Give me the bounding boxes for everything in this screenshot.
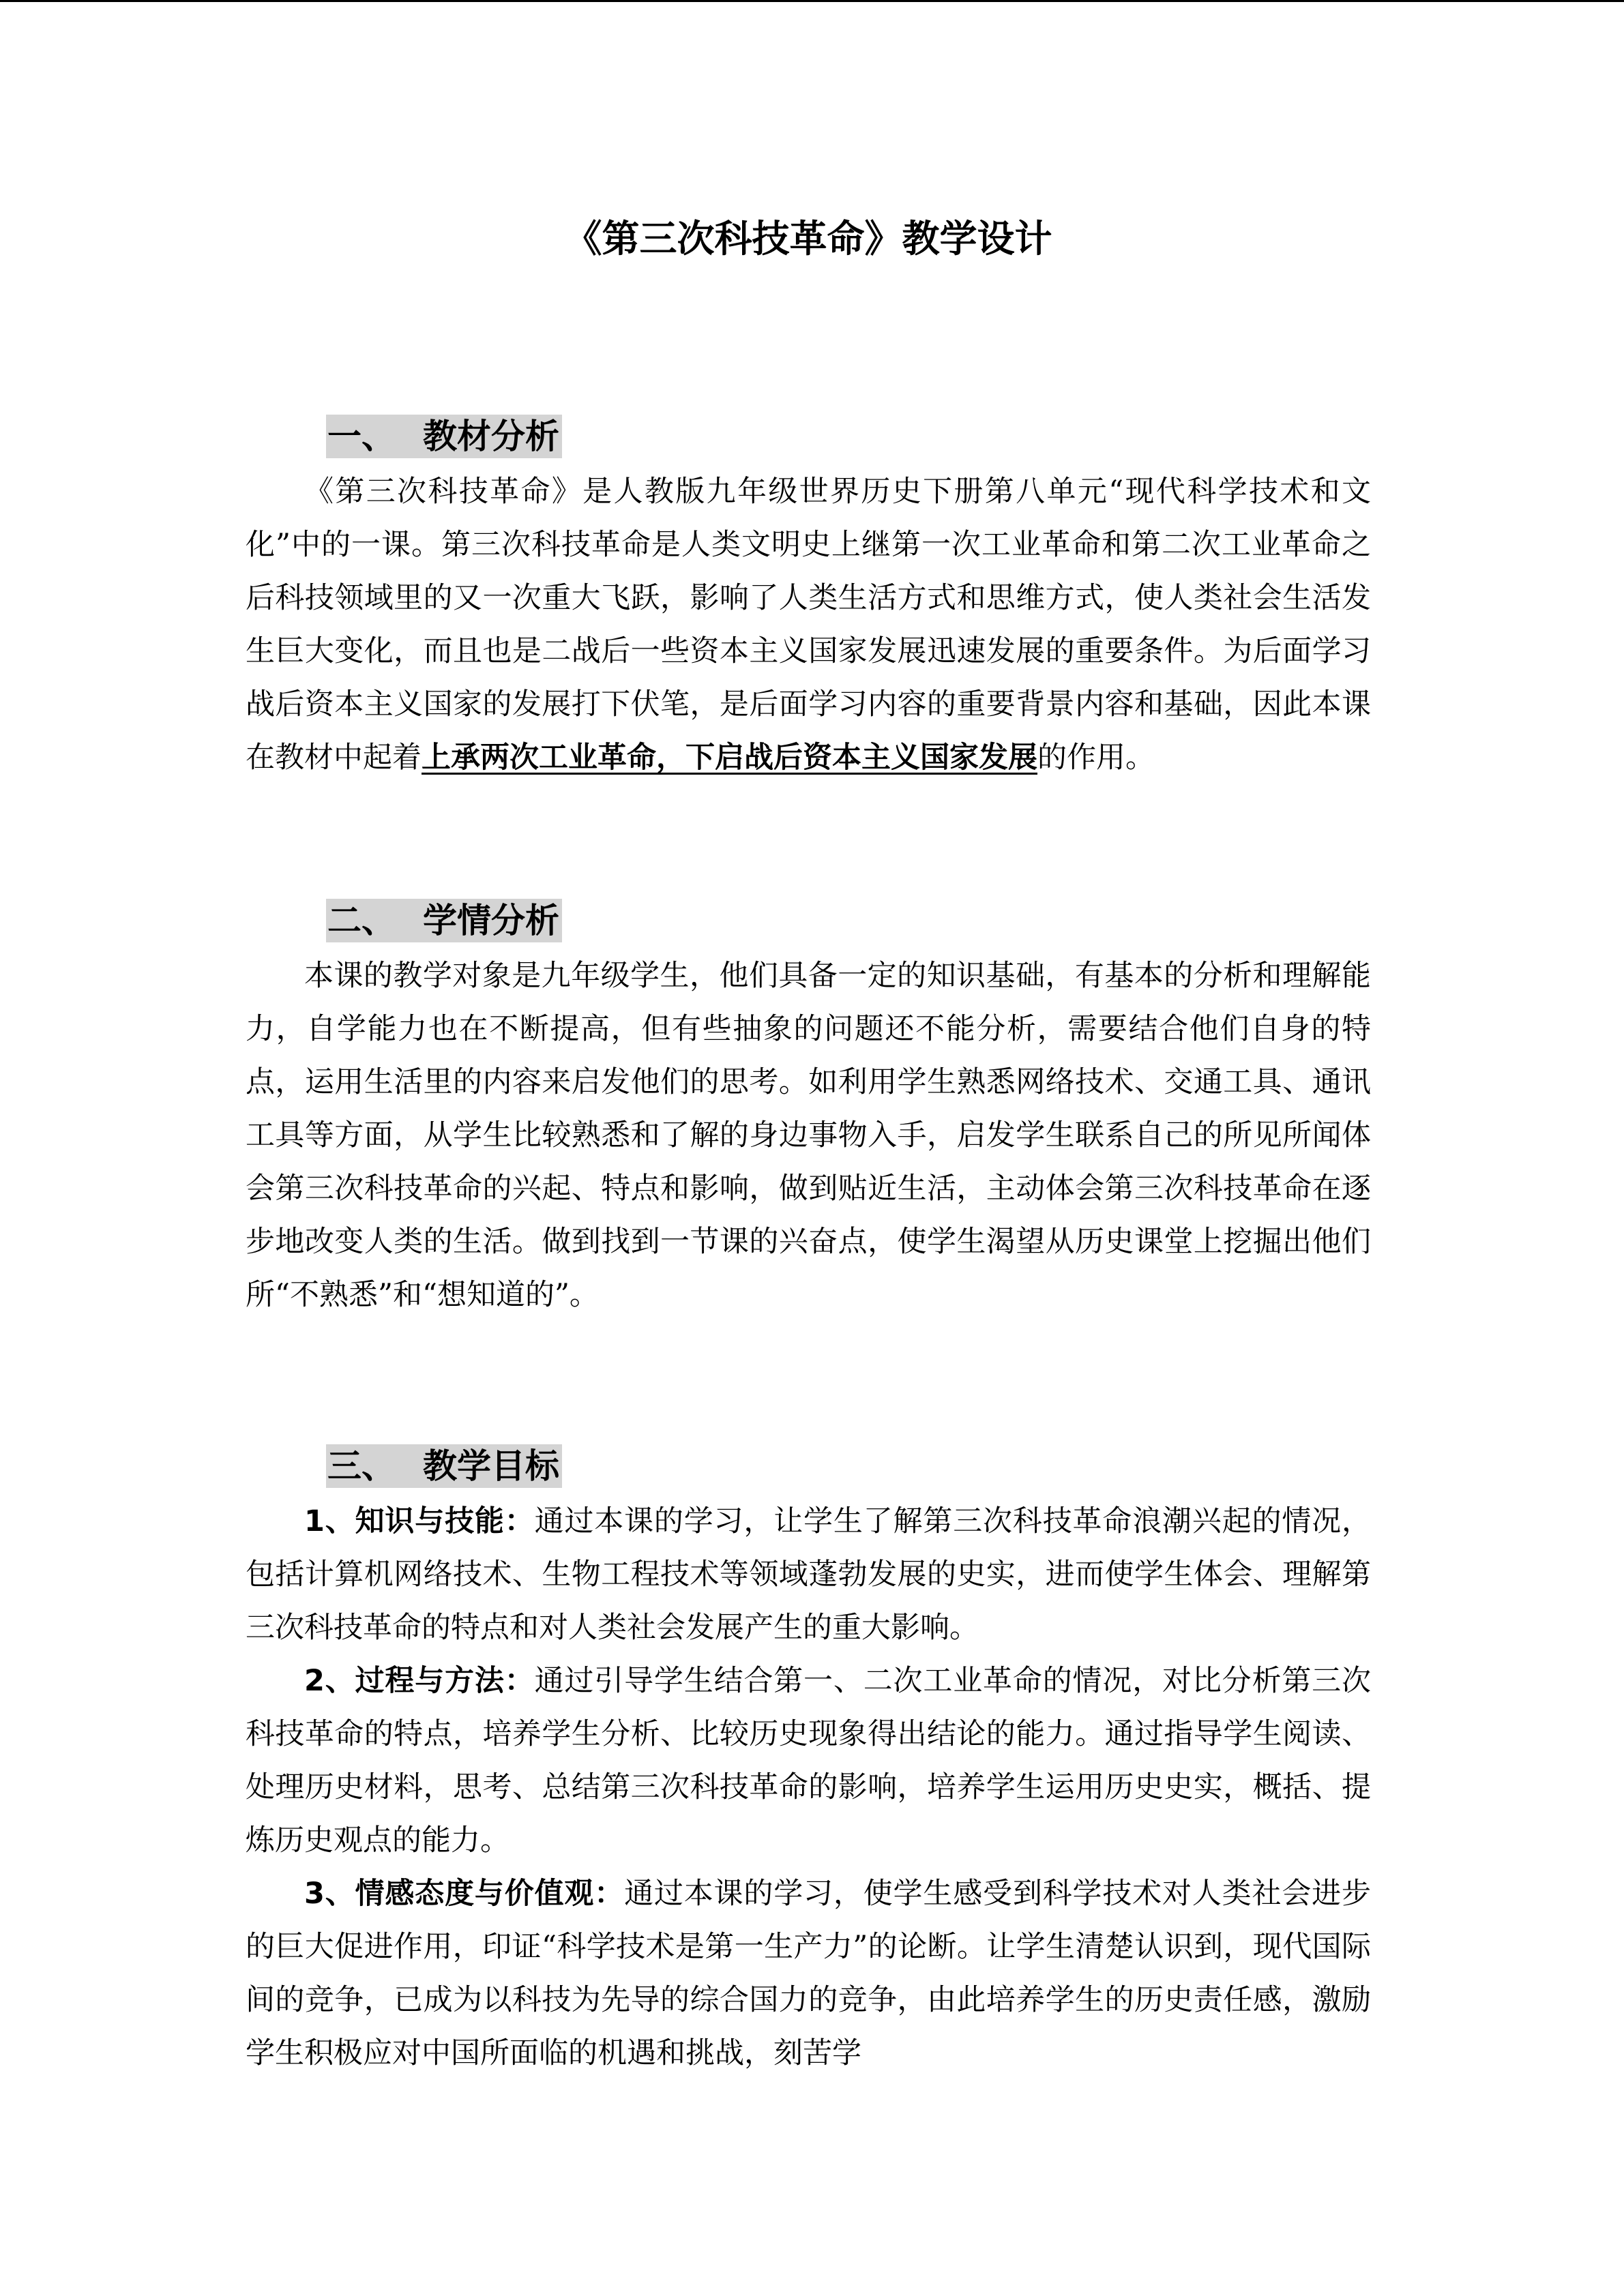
goal-label: 2、过程与方法： xyxy=(304,1664,535,1698)
goal-label: 3、情感态度与价值观： xyxy=(304,1877,625,1911)
section-title: 教材分析 xyxy=(423,417,559,456)
paragraph-text-end: 的作用。 xyxy=(1037,741,1155,775)
section-title: 学情分析 xyxy=(423,901,559,940)
section-student-analysis xyxy=(246,899,1371,1322)
section-heading xyxy=(326,1444,562,1488)
section-number: 一、 xyxy=(327,417,396,456)
goal-text: 通过本课的学习，让学生了解第三次科技革命浪潮兴起的情况，包括计算机网络技术、生物工程技术等领域蓬勃发展的史实，进而使学生体会、理解第三次科技革命的特点和对人类社会发展产生的重大影响。 xyxy=(246,1504,1372,1645)
section-teaching-goals xyxy=(246,1444,1371,2080)
paragraph-text: 《第三次科技革命》是人教版九年级世界历史下册第八单元“现代科学技术和文化”中的一课。第三次科技革命是人类文明史上继第一次工业革命和第二次工业革命之后科技领域里的又一次重大飞跃，影响了人类生活方式和思维方式，使人类社会生活发生巨大变化，而且也是二战后一些资本主义国家发展迅速发展的重要条件。为后面学习战后资本主义国家的发展打下伏笔，是后面学习内容的重要背景内容和基础，因此本课在教材中起着 xyxy=(246,475,1371,775)
document-title: 《第三次科技革命》教学设计 xyxy=(564,217,1052,260)
section-heading xyxy=(326,899,562,942)
emphasis-text: 上承两次工业革命，下启战后资本主义国家发展 xyxy=(422,741,1037,775)
goal-text: 通过本课的学习，使学生感受到科学技术对人类社会进步的巨大促进作用，印证“科学技术是第一生产力”的论断。让学生清楚认识到，现代国际间的竞争，已成为以科技为先导的综合国力的竞争，由此培养学生的历史责任感，激励学生积极应对中国所面临的机遇和挑战，刻苦学 xyxy=(246,1877,1372,2070)
goal-emotion-values xyxy=(246,1867,1371,2080)
goal-label: 1、知识与技能： xyxy=(304,1504,535,1538)
goal-process-method xyxy=(246,1654,1371,1867)
section-heading xyxy=(326,415,562,458)
section-textbook-analysis xyxy=(246,415,1371,784)
page-top-border xyxy=(0,0,1624,2)
section-number: 二、 xyxy=(327,901,396,940)
section-title: 教学目标 xyxy=(423,1446,559,1486)
goal-knowledge-skills xyxy=(246,1495,1371,1654)
section-paragraph: 本课的教学对象是九年级学生，他们具备一定的知识基础，有基本的分析和理解能力，自学能力也在不断提高，但有些抽象的问题还不能分析，需要结合他们自身的特点，运用生活里的内容来启发他们的思考。如利用学生熟悉网络技术、交通工具、通讯工具等方面，从学生比较熟悉和了解的身边事物入手，启发学生联系自己的所见所闻体会第三次科技革命的兴起、特点和影响，做到贴近生活，主动体会第三次科技革命在逐步地改变人类的生活。做到找到一节课的兴奋点，使学生渴望从历史课堂上挖掘出他们所“不熟悉”和“想知道的”。 xyxy=(246,959,1371,1312)
section-number: 三、 xyxy=(327,1446,396,1486)
section-paragraph xyxy=(246,465,1371,784)
goal-text: 通过引导学生结合第一、二次工业革命的情况，对比分析第三次科技革命的特点，培养学生分析、比较历史现象得出结论的能力。通过指导学生阅读、处理历史材料，思考、总结第三次科技革命的影响，培养学生运用历史史实，概括、提炼历史观点的能力。 xyxy=(246,1664,1372,1858)
